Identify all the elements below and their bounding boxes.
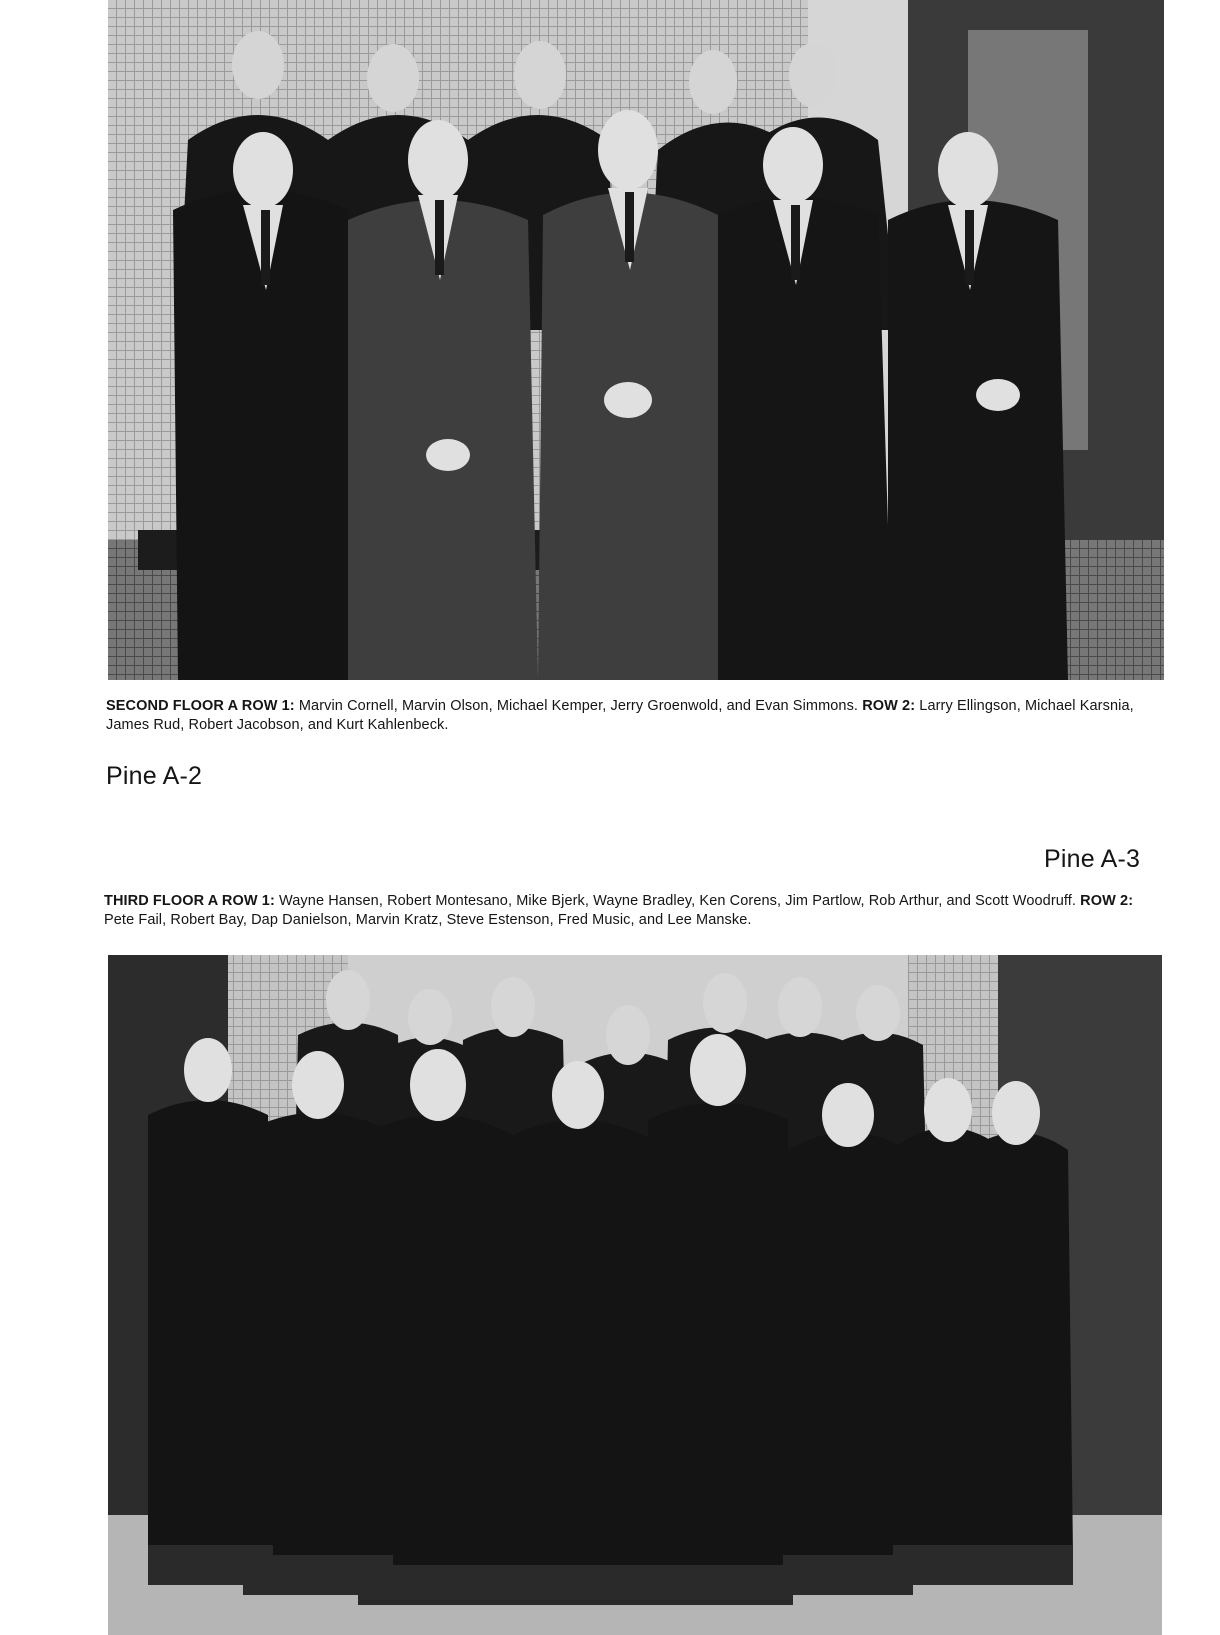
section-title-pine-a3: Pine A-3 [1044, 845, 1141, 873]
group-photo-pine-a2 [108, 0, 1164, 680]
section-title-pine-a2: Pine A-2 [106, 762, 203, 790]
caption-row1-names: Wayne Hansen, Robert Montesano, Mike Bjerk, Wayne Bradley, Ken Corens, Jim Partlow, Rob Arthur, and Scott Woodruff. [274, 893, 1081, 909]
group-photo-pine-a3 [108, 955, 1162, 1635]
group-photo-pine-a3-image [108, 955, 1162, 1635]
caption-row1-names: Marvin Cornell, Marvin Olson, Michael Kemper, Jerry Groenwold, and Evan Simmons. [294, 698, 863, 714]
caption-row2-label: ROW 2: [862, 698, 916, 714]
group-photo-pine-a2-image [108, 0, 1164, 680]
photo-caption-pine-a3 [104, 892, 1164, 930]
caption-row2-names: Pete Fail, Robert Bay, Dap Danielson, Marvin Kratz, Steve Estenson, Fred Music, and Lee Manske. [104, 912, 752, 928]
caption-row1-label: SECOND FLOOR A ROW 1: [106, 698, 295, 714]
caption-row2-names: Larry Ellingson, Michael Karsnia, James Rud, Robert Jacobson, and Kurt Kahlenbeck. [106, 698, 1134, 733]
caption-row1-label: THIRD FLOOR A ROW 1: [104, 893, 275, 909]
caption-row2-label: ROW 2: [1080, 893, 1134, 909]
photo-caption-pine-a2 [106, 697, 1166, 735]
